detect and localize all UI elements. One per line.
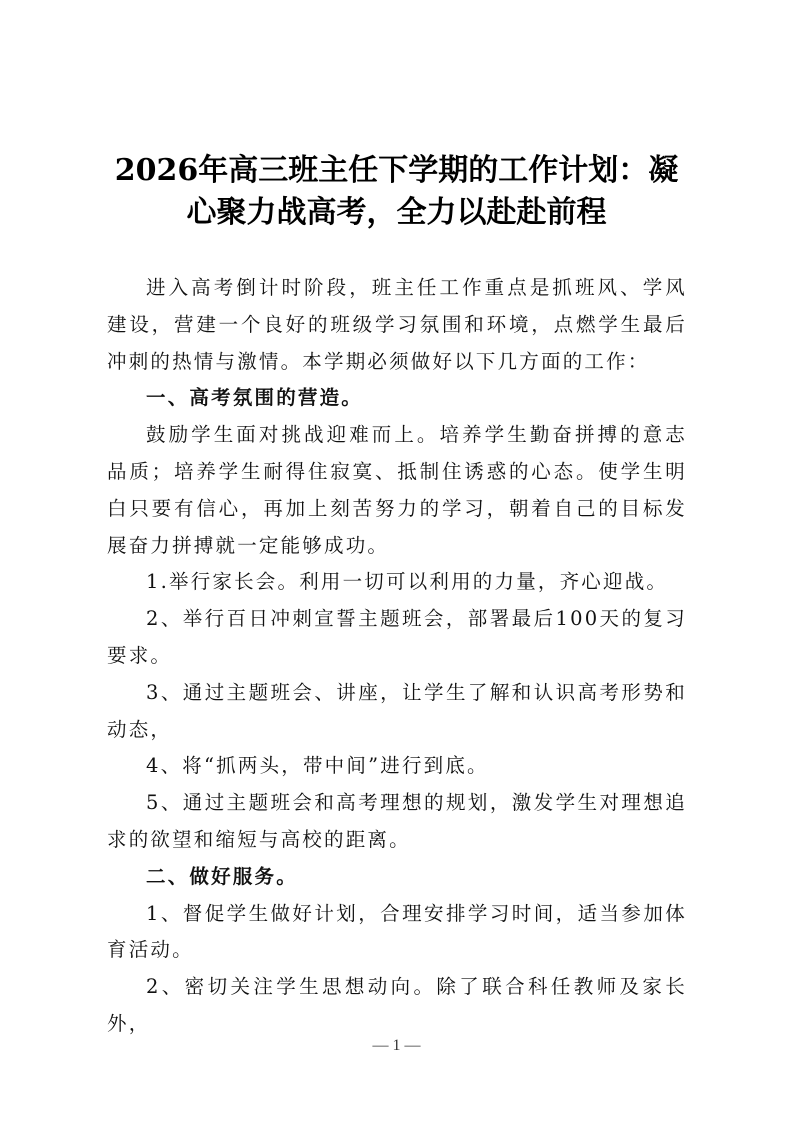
list-item: 2、举行百日冲刺宣誓主题班会，部署最后100天的复习要求。	[107, 607, 687, 667]
document-body	[107, 270, 687, 1043]
list-item: 1、督促学生做好计划，合理安排学习时间，适当参加体育活动。	[107, 901, 687, 962]
title-line-2: 心聚力战高考，全力以赴赴前程	[186, 195, 607, 230]
list-item: 3、通过主题班会、讲座，让学生了解和认识高考形势和动态，	[107, 680, 687, 741]
document-title	[100, 150, 693, 234]
section-heading-2: 二、做好服务。	[146, 864, 298, 888]
list-item: 1.举行家长会。利用一切可以利用的力量，齐心迎战。	[146, 570, 669, 594]
list-item: 5、通过主题班会和高考理想的规划，激发学生对理想追求的欲望和缩短与高校的距离。	[107, 791, 687, 851]
paragraph: 鼓励学生面对挑战迎难而上。培养学生勤奋拼搏的意志品质；培养学生耐得住寂寞、抵制住诱惑的心态。使学生明白只要有信心，再加上刻苦努力的学习，朝着自己的目标发展奋力拼搏就一定能够成功。	[107, 423, 687, 557]
page-number: — 1 —	[372, 1037, 421, 1054]
list-item: 4、将“抓两头，带中间”进行到底。	[146, 754, 489, 778]
title-line-1: 2026年高三班主任下学期的工作计划：凝	[114, 153, 679, 188]
section-heading-1: 一、高考氛围的营造。	[146, 386, 364, 410]
list-item: 2、密切关注学生思想动向。除了联合科任教师及家长外，	[107, 975, 687, 1035]
paragraph-intro: 进入高考倒计时阶段，班主任工作重点是抓班风、学风建设，营建一个良好的班级学习氛围和环境，点燃学生最后冲刺的热情与激情。本学期必须做好以下几方面的工作：	[107, 276, 687, 373]
